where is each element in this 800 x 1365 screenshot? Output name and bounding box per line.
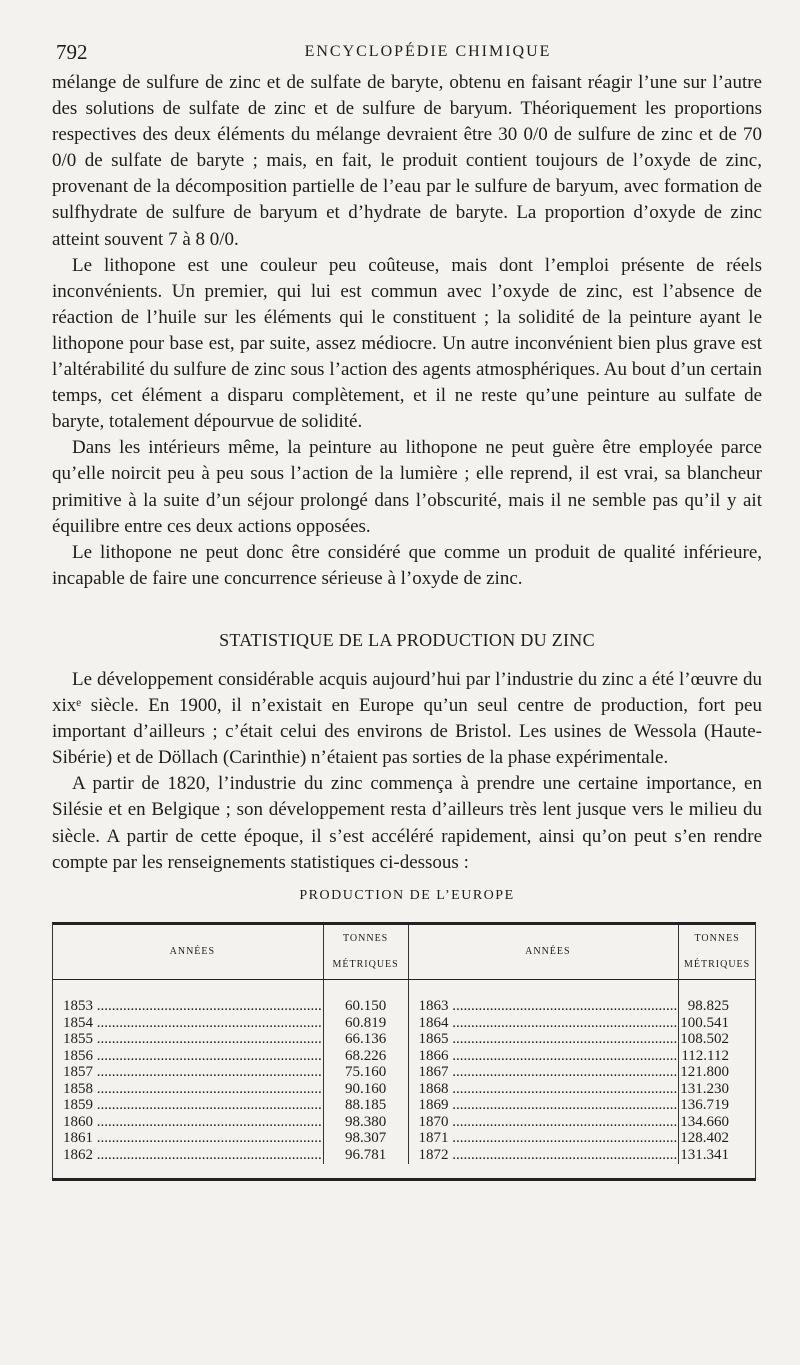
year-cell: 1866 ..... bbox=[419, 1048, 678, 1065]
year-cell: 1856 ..... bbox=[63, 1048, 322, 1065]
table-caption: PRODUCTION DE L’EUROPE bbox=[299, 887, 515, 903]
paragraph: Le développement considérable acquis aujourd’hui par l’industrie du zinc a été l’œuvre du xixᵉ siècle. En 1900, il n’existait en Europe qu’un seul centre de production, fort peu important d’ailleurs ; c’était celui des environs de Bristol. Les usines de Wessola (Haute-Sibérie) et de Döllach (Carinthie) n’étaient pas sorties de la phase expérimentale. bbox=[52, 668, 762, 769]
year-cell: 1853 ..... bbox=[63, 998, 322, 1015]
year-cell: 1871 ..... bbox=[419, 1130, 678, 1147]
paragraph: Le lithopone ne peut donc être considéré que comme un produit de qualité inférieure, incapable de faire une concurrence sérieuse à l’oxyde de zinc. bbox=[52, 541, 762, 589]
tonnes-cell: 90.160 bbox=[345, 1080, 387, 1097]
tonnes-cell: 60.819 bbox=[345, 1014, 387, 1031]
year-cell: 1863 ..... bbox=[419, 998, 678, 1015]
year-cell: 1867 ..... bbox=[419, 1064, 678, 1081]
paragraph: Le lithopone est une couleur peu coûteuse, mais dont l’emploi présente de réels inconvénients. Un premier, qui lui est commun avec l’oxyde de zinc, est l’absence de réaction de l’huile sur les éléments qui le constituent ; la solidité de la peinture ayant le lithopone pour base est, par suite, assez médiocre. Un autre inconvénient bien plus grave est l’altérabilité du sulfure de zinc sous l’action des agents atmosphériques. Au bout d’un certain temps, cet élément a disparu complètement, et il ne reste qu’une peinture au sulfate de baryte, totalement dépourvue de solidité. bbox=[52, 254, 762, 433]
tonnes-cell: 88.185 bbox=[345, 1097, 387, 1113]
tonnes-cell: 68.226 bbox=[345, 1047, 387, 1064]
tonnes-cell: 131.341 bbox=[680, 1146, 729, 1163]
tonnes-cell: 66.136 bbox=[345, 1031, 387, 1047]
tonnes-cell: 131.230 bbox=[680, 1080, 729, 1097]
year-cell: 1858 ..... bbox=[63, 1081, 322, 1098]
page-number: 792 bbox=[56, 40, 88, 64]
tonnes-cell: 75.160 bbox=[345, 1064, 387, 1080]
section-title: STATISTIQUE DE LA PRODUCTION DU ZINC bbox=[219, 629, 595, 650]
tonnes-cell: 134.660 bbox=[680, 1113, 729, 1130]
tonnes-cell: 96.781 bbox=[345, 1146, 387, 1163]
paragraph: mélange de sulfure de zinc et de sulfate de baryte, obtenu en faisant réagir l’une sur l’autre des solutions de sulfate de zinc et de sulfure de baryum. Théoriquement les proportions respectives des deux éléments du mélange devraient être 30 0/0 de sulfure de zinc et de 70 0/0 de sulfate de baryte ; mais, en fait, le produit contient toujours de l’oxyde de zinc, provenant de la décomposition partielle de l’eau par le sulfure de baryum, avec formation de sulfhydrate de sulfure de baryum et d’hydrate de baryte. La proportion d’oxyde de zinc atteint souvent 7 à 8 0/0. bbox=[52, 72, 762, 250]
tonnes-cell: 60.150 bbox=[345, 998, 387, 1014]
year-cell: 1865 ..... bbox=[419, 1031, 678, 1048]
tonnes-cell: 98.380 bbox=[345, 1113, 387, 1130]
tonnes-cell: 98.307 bbox=[345, 1130, 387, 1146]
year-cell: 1860 ..... bbox=[63, 1114, 322, 1131]
body-text bbox=[52, 70, 762, 1181]
years-column-left bbox=[53, 980, 323, 1165]
year-cell: 1854 ..... bbox=[63, 1015, 322, 1032]
year-cell: 1857 ..... bbox=[63, 1064, 322, 1081]
column-header: TONNES MÉTRIQUES bbox=[679, 925, 755, 980]
year-cell: 1870 ..... bbox=[419, 1114, 678, 1131]
year-cell: 1861 ..... bbox=[63, 1130, 322, 1147]
tonnes-column-right bbox=[679, 980, 755, 1165]
tonnes-column-left bbox=[323, 980, 408, 1165]
tonnes-cell: 98.825 bbox=[687, 998, 729, 1014]
year-cell: 1855 ..... bbox=[63, 1031, 322, 1048]
year-cell: 1869 ..... bbox=[419, 1097, 678, 1114]
paragraph: A partir de 1820, l’industrie du zinc commença à prendre une certaine importance, en Silésie et en Belgique ; son développement resta d’ailleurs très lent jusque vers le milieu du siècle. A partir de cette époque, il s’est accéléré rapidement, ainsi qu’on peut s’en rendre compte par les renseignements statistiques ci-dessous : bbox=[52, 773, 762, 873]
tonnes-cell: 121.800 bbox=[680, 1064, 729, 1080]
tonnes-cell: 100.541 bbox=[680, 1014, 729, 1031]
tonnes-cell: 136.719 bbox=[680, 1097, 729, 1113]
column-header: ANNÉES bbox=[53, 925, 323, 980]
column-header: TONNES MÉTRIQUES bbox=[323, 925, 408, 980]
tonnes-cell: 112.112 bbox=[681, 1047, 729, 1064]
year-cell: 1859 ..... bbox=[63, 1097, 322, 1114]
running-title: ENCYCLOPÉDIE CHIMIQUE bbox=[304, 43, 552, 60]
column-header: ANNÉES bbox=[408, 925, 679, 980]
production-table bbox=[52, 922, 756, 1181]
paragraph: Dans les intérieurs même, la peinture au lithopone ne peut guère être employée parce qu’elle noircit peu à peu sous l’action de la lumière ; elle reprend, il est vrai, sa blancheur primitive à la suite d’un séjour prolongé dans l’obscurité, mais il ne semble pas qu’il y ait équilibre entre ces deux actions opposées. bbox=[52, 437, 762, 537]
tonnes-cell: 108.502 bbox=[680, 1031, 729, 1047]
page-header bbox=[56, 40, 760, 68]
year-cell: 1862 ..... bbox=[63, 1147, 322, 1164]
year-cell: 1872 ..... bbox=[419, 1147, 678, 1164]
years-column-right bbox=[408, 980, 679, 1165]
year-cell: 1868 ..... bbox=[419, 1081, 678, 1098]
tonnes-cell: 128.402 bbox=[680, 1130, 729, 1146]
year-cell: 1864 ..... bbox=[419, 1015, 678, 1032]
